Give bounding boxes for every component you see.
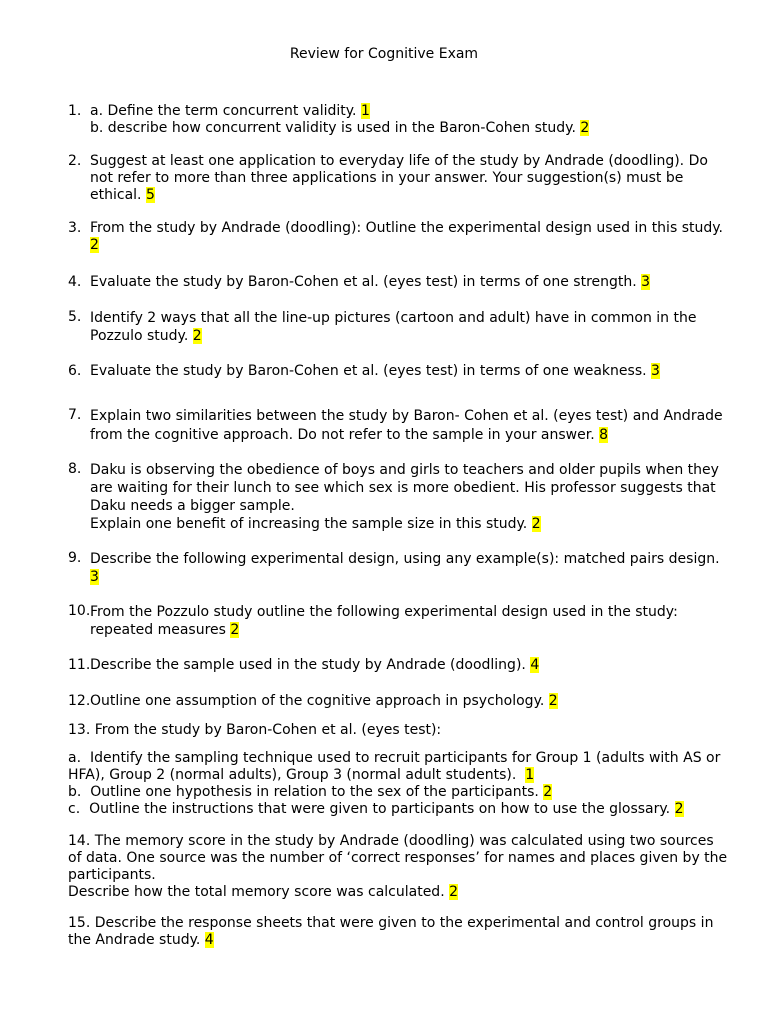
question-text: From the Pozzulo study outline the following experimental design used in the study: repeated measures: [90, 604, 678, 638]
question-text: Identify 2 ways that all the line-up pictures (cartoon and adult) have in common in the Pozzulo study.: [90, 310, 697, 344]
question-text-line: [90, 550, 728, 586]
question-3: [68, 220, 728, 254]
question-text: Describe the following experimental design, using any example(s): matched pairs design.: [90, 551, 720, 567]
sub-item-letter: c.: [68, 801, 81, 817]
question-text-line: [68, 915, 728, 949]
question-text: Outline one assumption of the cognitive approach in psychology.: [90, 693, 545, 709]
question-13-items: [68, 750, 728, 818]
mark-badge: 2: [90, 237, 99, 253]
question-text: Describe the sample used in the study by Andrade (doodling).: [90, 657, 526, 673]
mark-badge: 1: [525, 767, 535, 783]
mark-badge: 3: [651, 363, 660, 379]
mark-badge: 1: [360, 103, 370, 119]
question-number: 1.: [68, 103, 82, 119]
question-9: [68, 550, 728, 586]
sub-item-letter: a.: [68, 750, 82, 766]
mark-badge: 2: [531, 516, 541, 532]
mark-badge: 2: [192, 328, 202, 344]
question-number: 5.: [68, 309, 82, 325]
sub-item-c: [68, 801, 728, 818]
mark-badge: 2: [230, 622, 240, 638]
mark-badge: 2: [674, 801, 684, 817]
question-text: Evaluate the study by Baron-Cohen et al. (eyes test) in terms of one strength.: [90, 274, 637, 290]
mark-badge: 5: [145, 187, 155, 203]
question-text-line: [90, 693, 728, 710]
question-number: 2.: [68, 153, 82, 169]
question-text: Daku is observing the obedience of boys and girls to teachers and older pupils when they are waiting for their lunch to see which sex is more obedient. His professor suggests that Daku needs a bigger sample.: [90, 462, 719, 514]
question-12: [68, 693, 728, 710]
question-text: Explain one benefit of increasing the sample size in this study.: [90, 516, 528, 532]
question-text: Suggest at least one application to everyday life of the study by Andrade (doodling). Do not refer to more than three applications in your answer. Your suggestion(s) must be ethical.: [90, 153, 708, 203]
question-number: 7.: [68, 407, 82, 423]
mark-badge: 4: [204, 932, 214, 948]
sub-item-text: Outline one hypothesis in relation to the sex of the participants.: [90, 784, 539, 800]
question-text: 15. Describe the response sheets that were given to the experimental and control groups in the Andrade study.: [68, 915, 714, 948]
document-title: Review for Cognitive Exam: [289, 46, 479, 62]
question-text: Explain two similarities between the study by Baron- Cohen et al. (eyes test) and Andrade from the cognitive approach. Do not refer to the sample in your answer.: [90, 408, 723, 443]
question-text: From the study by Andrade (doodling): Outline the experimental design used in this study.: [90, 220, 723, 236]
question-text-line: [90, 603, 728, 639]
sub-item-a: [68, 750, 728, 784]
question-8: [68, 461, 728, 533]
mark-badge: 3: [90, 569, 99, 585]
question-text-line: [90, 120, 728, 137]
question-text: Evaluate the study by Baron-Cohen et al. (eyes test) in terms of one weakness.: [90, 363, 647, 379]
mark-badge: 4: [530, 657, 540, 673]
question-5: [68, 309, 728, 345]
question-number: 12.: [68, 693, 91, 709]
question-text-line: [90, 103, 728, 120]
question-15: [68, 915, 728, 949]
mark-badge: 3: [641, 274, 651, 290]
question-number: 4.: [68, 274, 82, 290]
question-number: 3.: [68, 220, 82, 236]
mark-badge: 8: [599, 427, 609, 443]
sub-item-text: Outline the instructions that were given to participants on how to use the glossary.: [89, 801, 671, 817]
question-text-line: [90, 274, 728, 291]
question-text-line: [90, 153, 728, 204]
question-text-line: [90, 363, 728, 380]
question-2: [68, 153, 728, 204]
question-text: Describe how the total memory score was calculated.: [68, 884, 445, 900]
question-4: [68, 274, 728, 291]
question-10: [68, 603, 728, 639]
question-number: 11.: [68, 657, 91, 673]
question-text-line: [90, 657, 728, 674]
question-13-heading: 13. From the study by Baron-Cohen et al. (eyes test):: [68, 722, 442, 738]
mark-badge: 2: [449, 884, 459, 900]
sub-item-text: Identify the sampling technique used to recruit participants for Group 1 (adults with AS or HFA), Group 2 (normal adults), Group 3 (normal adult students).: [68, 750, 721, 783]
question-text-line: [90, 515, 728, 533]
question-7: [68, 407, 728, 445]
sub-item-b: [68, 784, 728, 801]
sub-item-letter: b.: [68, 784, 82, 800]
question-14: [68, 833, 728, 901]
question-text: b. describe how concurrent validity is used in the Baron-Cohen study.: [90, 120, 576, 136]
question-6: [68, 363, 728, 380]
question-text-line: [90, 220, 728, 254]
mark-badge: 2: [580, 120, 590, 136]
question-1: [68, 103, 728, 137]
mark-badge: 2: [548, 693, 558, 709]
question-11: [68, 657, 728, 674]
question-number: 9.: [68, 550, 82, 566]
question-text-line: [68, 884, 728, 901]
question-text: a. Define the term concurrent validity.: [90, 103, 357, 119]
question-number: 8.: [68, 461, 82, 477]
question-text: 14. The memory score in the study by Andrade (doodling) was calculated using two sources of data. One source was the number of ‘correct responses’ for names and places given by the participants.: [68, 833, 728, 883]
question-number: 10.: [68, 603, 91, 619]
question-text-line: [90, 407, 728, 445]
mark-badge: 2: [543, 784, 553, 800]
question-number: 6.: [68, 363, 82, 379]
question-text-line: [90, 309, 728, 345]
